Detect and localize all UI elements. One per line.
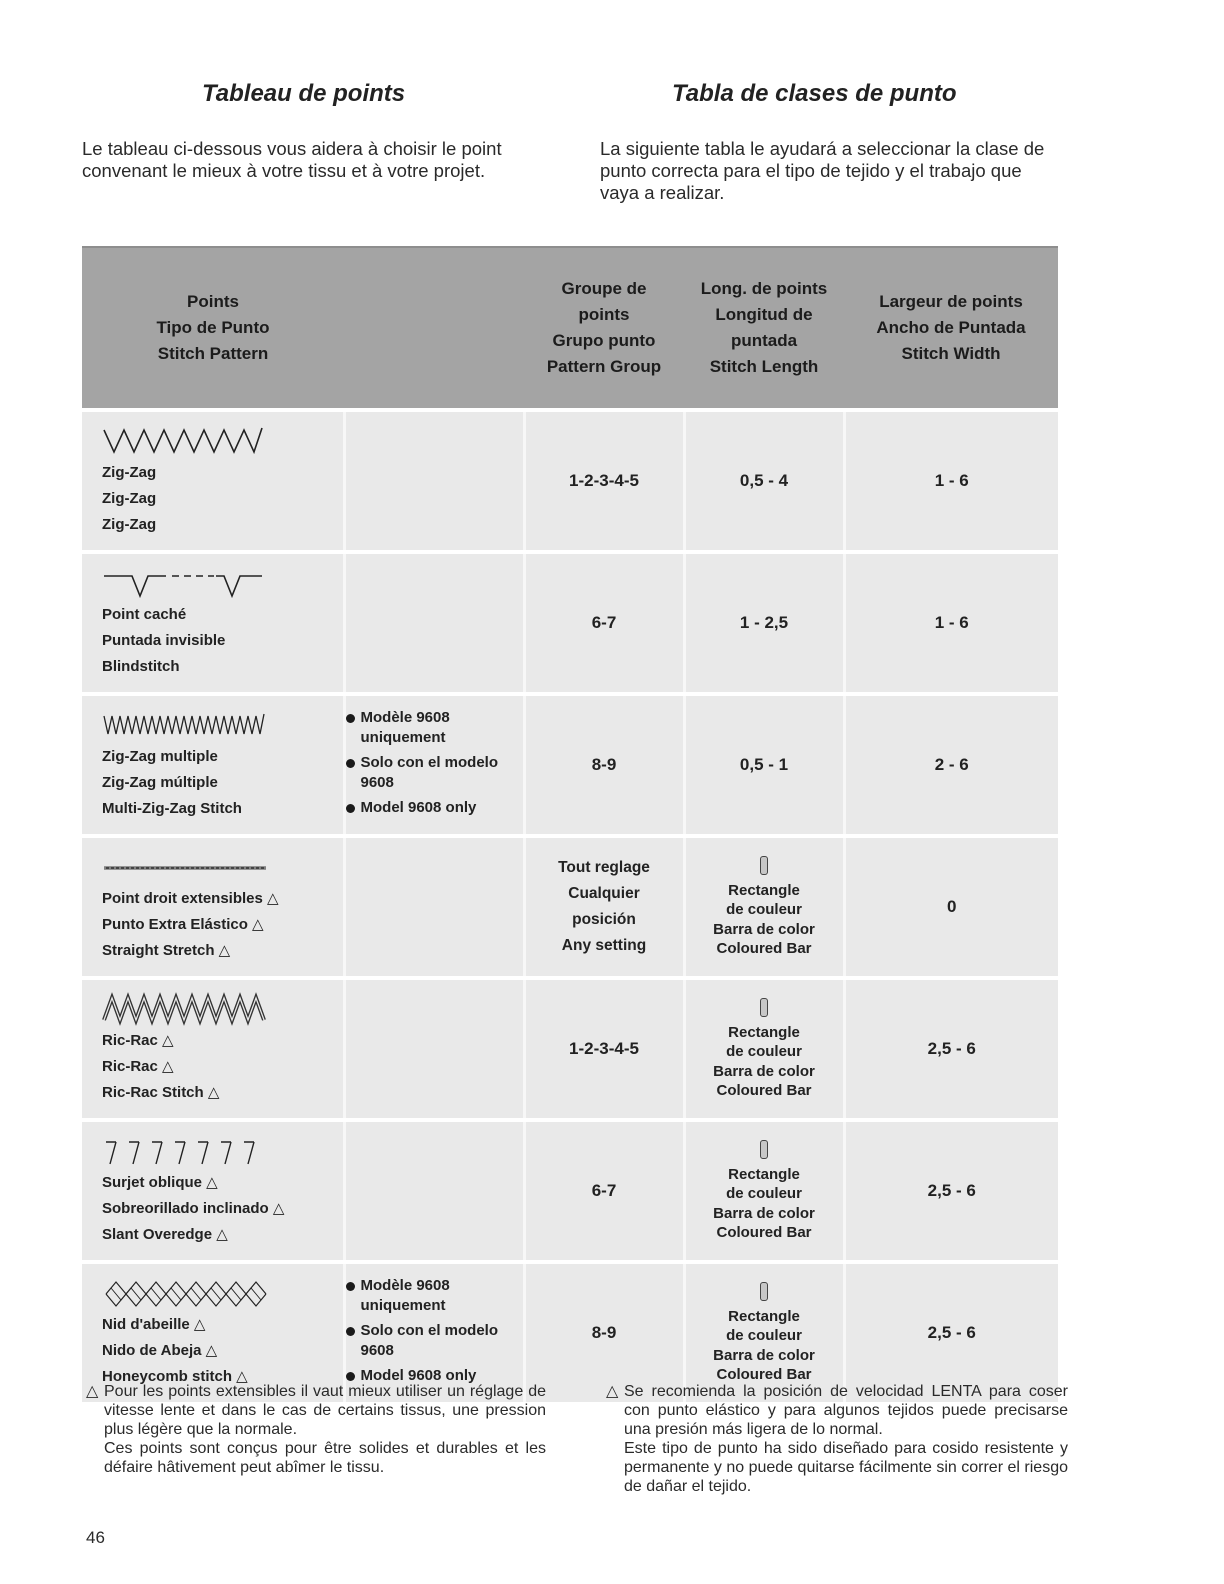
header-text: Stitch Width (901, 344, 1001, 363)
stitch-length-cell (684, 1120, 844, 1262)
header-text: Tipo de Punto (156, 318, 270, 337)
slant-overedge-icon (102, 1134, 343, 1170)
notes-cell (344, 836, 524, 978)
stitch-name-fr: Nid d'abeille △ (102, 1316, 206, 1333)
pattern-group-cell (524, 694, 684, 836)
stitch-chart-table (82, 246, 1058, 1402)
bullet-icon (346, 1372, 355, 1381)
stitch-name-es: Sobreorillado inclinado △ (102, 1200, 285, 1217)
stitch-width-cell (844, 1120, 1058, 1262)
pattern-group-line: Cualquier (568, 885, 640, 902)
bullet-icon (346, 759, 355, 768)
coloured-bar-label: Rectangle (728, 881, 800, 899)
header-stitch-width (844, 247, 1058, 410)
coloured-bar-label: Barra de color (713, 920, 815, 938)
pattern-group-value: 6-7 (591, 1181, 617, 1200)
header-stitch-pattern (82, 247, 344, 410)
stitch-length-cell (684, 694, 844, 836)
stitch-length-cell (684, 978, 844, 1120)
footnote-body (86, 1382, 546, 1477)
table-row (82, 1262, 1058, 1402)
stitch-width-value: 2,5 - 6 (927, 1323, 976, 1342)
stitch-length-value: 1 - 2,5 (739, 613, 789, 632)
pattern-group-line: Tout reglage (558, 859, 650, 876)
stitch-length-cell (684, 552, 844, 694)
coloured-bar-label: Coloured Bar (716, 1224, 812, 1241)
pattern-group-cell (524, 1262, 684, 1402)
coloured-bar-label: Barra de color (713, 1204, 815, 1222)
pattern-group-cell (524, 978, 684, 1120)
coloured-bar-label: Rectangle (728, 1023, 800, 1041)
intro-text-fr: Le tableau ci-dessous vous aidera à choisir le point convenant le mieux à votre tissu et à votre projet. (82, 138, 502, 181)
footnote-es (606, 1382, 1068, 1496)
coloured-bar-label: Coloured Bar (716, 1082, 812, 1099)
stitch-name-cell (82, 694, 344, 836)
pattern-group-value: 6-7 (591, 613, 617, 632)
stitch-name-es: Zig-Zag (102, 490, 157, 507)
page-title-fr: Tableau de points (202, 80, 406, 107)
stitch-width-cell (844, 410, 1058, 552)
stitch-name-en: Honeycomb stitch △ (102, 1368, 248, 1385)
pattern-group-value: 1-2-3-4-5 (569, 1039, 639, 1058)
stitch-length-cell (684, 1262, 844, 1402)
notes-cell (344, 1262, 524, 1402)
stitch-name-fr: Point droit extensibles △ (102, 890, 279, 907)
coloured-bar-label: Rectangle (728, 1307, 800, 1325)
model-note (346, 753, 523, 793)
stitch-name-es: Nido de Abeja △ (102, 1342, 218, 1359)
coloured-bar-label: de couleur (726, 1185, 802, 1202)
header-text: Long. de points (700, 279, 828, 298)
pattern-group-cell (524, 836, 684, 978)
stitch-name-en: Zig-Zag (102, 516, 157, 533)
table-row (82, 1120, 1058, 1262)
table-header-row (82, 247, 1058, 410)
pattern-group-value: 8-9 (591, 755, 617, 774)
stitch-name-fr: Ric-Rac △ (102, 1032, 174, 1049)
stitch-length-cell (684, 836, 844, 978)
stitch-name-cell (82, 1262, 344, 1402)
table-row (82, 552, 1058, 694)
triangle-icon: △ (86, 1383, 99, 1400)
intro-text-es: La siguiente tabla le ayudará a seleccionar la clase de punto correcta para el tipo de tejido y el trabajo que vaya a realizar. (600, 138, 1045, 203)
model-note-es: Solo con el modelo 9608 (360, 1322, 499, 1359)
coloured-bar-label: Coloured Bar (716, 940, 812, 957)
stitch-name-es: Puntada invisible (102, 632, 226, 649)
coloured-bar-label: Barra de color (713, 1062, 815, 1080)
header-text: Grupo punto (552, 331, 656, 350)
model-note (346, 1276, 523, 1316)
stitch-name-fr: Zig-Zag (102, 464, 157, 481)
notes-cell (344, 410, 524, 552)
coloured-bar-icon (760, 1140, 768, 1159)
zigzag-stitch-icon (102, 424, 343, 460)
table-row (82, 836, 1058, 978)
stitch-length-value: 0,5 - 4 (739, 471, 789, 490)
table-row (82, 978, 1058, 1120)
notes-cell (344, 978, 524, 1120)
stitch-name-cell (82, 410, 344, 552)
model-note-en: Model 9608 only (360, 1367, 477, 1384)
stitch-name-en: Blindstitch (102, 658, 180, 675)
model-note-es: Solo con el modelo 9608 (360, 754, 499, 791)
stitch-width-value: 0 (947, 897, 957, 916)
stitch-width-cell (844, 978, 1058, 1120)
footnote-paragraph: Se recomienda la posición de velocidad LENTA para coser con punto elástico y para algunos tejidos puede precisarse una presión más ligera de lo normal. (624, 1383, 1068, 1438)
bullet-icon (346, 804, 355, 813)
footnote-paragraph: Pour les points extensibles il vaut mieux utiliser un réglage de vitesse lente et dans le cas de certains tissus, une pression plus légère que la normale. (104, 1383, 546, 1438)
coloured-bar-label: Barra de color (713, 1346, 815, 1364)
header-text: Longitud de (715, 305, 813, 324)
page-number: 46 (86, 1528, 105, 1547)
model-note-fr: Modèle 9608 uniquement (360, 1277, 450, 1314)
footnote-paragraph: Este tipo de punto ha sido diseñado para cosido resistente y permanente y no puede quitarse fácilmente sin correr el riesgo de dañar el tejido. (624, 1440, 1068, 1495)
ric-rac-icon (102, 992, 343, 1028)
stitch-name-es: Zig-Zag múltiple (102, 774, 218, 791)
notes-cell (344, 1120, 524, 1262)
stitch-width-cell (844, 552, 1058, 694)
coloured-bar-label: de couleur (726, 1327, 802, 1344)
honeycomb-icon (102, 1276, 343, 1312)
table-row (82, 410, 1058, 552)
model-note (346, 798, 523, 818)
bullet-icon (346, 1282, 355, 1291)
coloured-bar-icon (760, 1282, 768, 1301)
stitch-name-fr: Point caché (102, 606, 187, 623)
pattern-group-value: 8-9 (591, 1323, 617, 1342)
pattern-group-line: posición (572, 911, 636, 928)
stitch-name-cell (82, 552, 344, 694)
pattern-group-cell (524, 410, 684, 552)
pattern-group-cell (524, 552, 684, 694)
stitch-name-cell (82, 836, 344, 978)
stitch-name-en: Straight Stretch △ (102, 942, 231, 959)
table-row (82, 694, 1058, 836)
model-note (346, 1321, 523, 1361)
header-text: Stitch Pattern (157, 344, 269, 363)
stitch-width-cell (844, 836, 1058, 978)
footnote-paragraph: Ces points sont conçus pour être solides et durables et les défaire hâtivement peut abîmer le tissu. (104, 1440, 546, 1476)
stitch-name-cell (82, 978, 344, 1120)
multi-zigzag-icon (102, 708, 343, 744)
stitch-width-value: 2,5 - 6 (927, 1181, 976, 1200)
coloured-bar-icon (760, 856, 768, 875)
header-text: Largeur de points (879, 292, 1023, 311)
model-note-en: Model 9608 only (360, 799, 477, 816)
coloured-bar-icon (760, 998, 768, 1017)
stitch-length-cell (684, 410, 844, 552)
stitch-width-value: 2 - 6 (934, 755, 969, 774)
stitch-name-en: Multi-Zig-Zag Stitch (102, 800, 242, 817)
stitch-width-cell (844, 1262, 1058, 1402)
bullet-icon (346, 1327, 355, 1336)
coloured-bar-label: Rectangle (728, 1165, 800, 1183)
header-text: Points (187, 292, 239, 311)
header-pattern-group (524, 247, 684, 410)
stitch-name-en: Slant Overedge △ (102, 1226, 228, 1243)
blindstitch-icon (102, 566, 343, 602)
header-text: Stitch Length (709, 357, 819, 376)
header-stitch-length (684, 247, 844, 410)
coloured-bar-label: de couleur (726, 901, 802, 918)
footnote-body (606, 1382, 1068, 1496)
notes-cell (344, 694, 524, 836)
stitch-length-value: 0,5 - 1 (739, 755, 789, 774)
page-title-es: Tabla de clases de punto (672, 80, 957, 107)
stitch-width-value: 1 - 6 (934, 613, 969, 632)
stitch-width-value: 1 - 6 (934, 471, 969, 490)
stitch-name-es: Punto Extra Elástico △ (102, 916, 264, 933)
model-note (346, 708, 523, 748)
stitch-name-fr: Surjet oblique △ (102, 1174, 218, 1191)
header-text: Groupe de (561, 279, 647, 298)
bullet-icon (346, 714, 355, 723)
coloured-bar-label: de couleur (726, 1043, 802, 1060)
pattern-group-line: Any setting (561, 937, 647, 954)
stitch-name-cell (82, 1120, 344, 1262)
straight-stretch-icon (102, 850, 343, 886)
model-note-fr: Modèle 9608 uniquement (360, 709, 450, 746)
header-text: points (578, 305, 630, 324)
stitch-name-en: Ric-Rac Stitch △ (102, 1084, 220, 1101)
pattern-group-cell (524, 1120, 684, 1262)
triangle-icon: △ (606, 1383, 619, 1400)
notes-cell (344, 552, 524, 694)
header-text: Ancho de Puntada (876, 318, 1026, 337)
header-text: Pattern Group (546, 357, 662, 376)
stitch-width-value: 2,5 - 6 (927, 1039, 976, 1058)
stitch-width-cell (844, 694, 1058, 836)
footnote-fr (86, 1382, 546, 1477)
header-notes (344, 247, 524, 410)
stitch-name-es: Ric-Rac △ (102, 1058, 174, 1075)
stitch-name-fr: Zig-Zag multiple (102, 748, 218, 765)
header-text: puntada (730, 331, 798, 350)
pattern-group-value: 1-2-3-4-5 (569, 471, 639, 490)
coloured-bar-label: Coloured Bar (716, 1366, 812, 1383)
